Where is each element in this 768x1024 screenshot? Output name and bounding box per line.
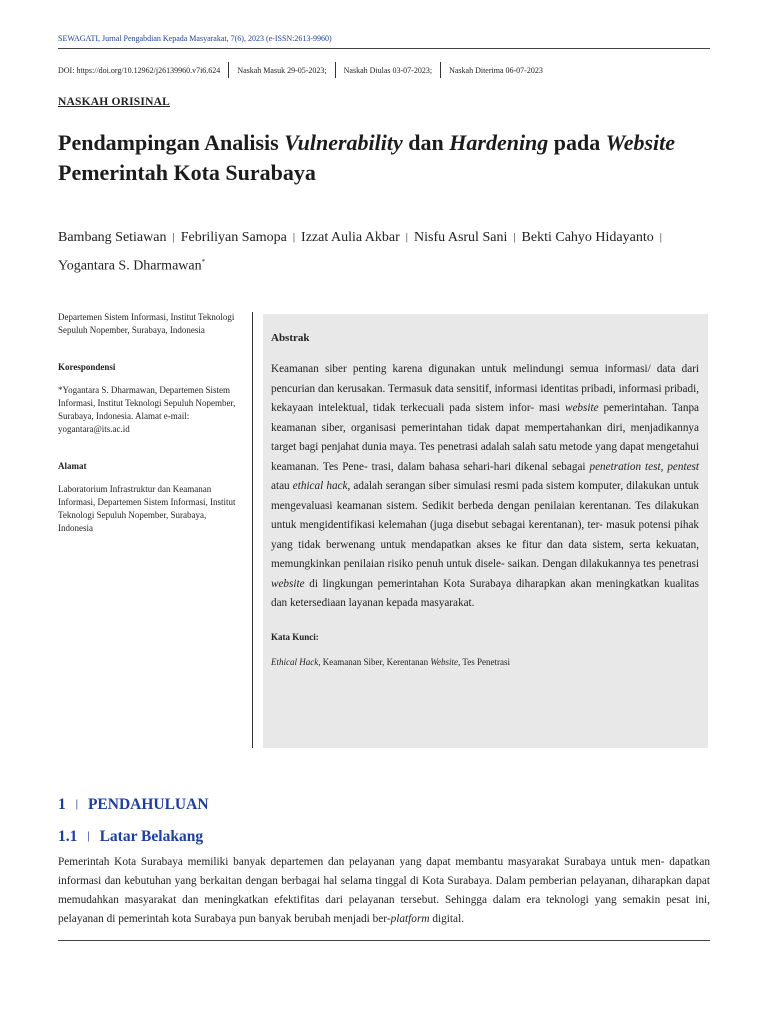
section-number: 1 <box>58 796 66 813</box>
address-heading: Alamat <box>58 461 87 471</box>
abstract-box <box>263 314 708 748</box>
meta-separator <box>440 62 441 78</box>
section-title: PENDAHULUAN <box>87 796 209 813</box>
section-heading-introduction <box>58 796 209 814</box>
section-separator: | <box>75 799 78 810</box>
author-separator: | <box>659 231 662 243</box>
keywords-heading: Kata Kunci: <box>271 631 319 642</box>
article-meta <box>58 61 710 79</box>
author-separator: | <box>172 231 175 243</box>
subsection-heading-background <box>58 828 203 846</box>
footer-rule <box>58 940 710 941</box>
keywords-text: Ethical Hack, Keamanan Siber, Kerentanan Website, Tes Penetrasi <box>271 656 510 667</box>
journal-citation[interactable]: SEWAGATI, Jurnal Pengabdian Kepada Masyarakat, 7(6), 2023 (e-ISSN:2613-9960) <box>58 34 332 43</box>
author-name: Febriliyan Samopa <box>180 230 287 245</box>
section-separator: | <box>87 831 90 842</box>
correspondence-heading: Korespondensi <box>58 362 116 372</box>
meta-separator <box>228 62 229 78</box>
doi-link[interactable]: DOI: https://doi.org/10.12962/j26139960.v7i6.624 <box>58 65 221 75</box>
date-reviewed: Naskah Diulas 03-07-2023; <box>343 65 433 75</box>
header-rule <box>58 48 710 49</box>
sidebar-info <box>58 311 243 535</box>
date-accepted: Naskah Diterima 06-07-2023 <box>449 65 543 75</box>
corresponding-mark: * <box>201 258 206 266</box>
subsection-title: Latar Belakang <box>99 828 204 845</box>
author-separator: | <box>292 231 296 243</box>
author-name: Nisfu Asrul Sani <box>414 230 508 245</box>
author-name: Bambang Setiawan <box>58 230 167 245</box>
address-text: Laboratorium Infrastruktur dan Keamanan Informasi, Departemen Sistem Informasi, Institut Teknologi Sepuluh Nopember, Surabaya, Indonesia <box>58 484 236 533</box>
article-type: NASKAH ORISINAL <box>58 96 170 108</box>
author-separator: | <box>513 231 516 243</box>
date-received: Naskah Masuk 29-05-2023; <box>237 65 327 75</box>
correspondence-text: *Yogantara S. Dharmawan, Departemen Sistem Informasi, Institut Teknologi Sepuluh Nopember, Surabaya, Indonesia. Alamat e-mail: yogantara@its.ac.id <box>58 385 236 434</box>
meta-separator <box>335 62 336 78</box>
subsection-number: 1.1 <box>58 828 78 845</box>
affiliation: Departemen Sistem Informasi, Institut Teknologi Sepuluh Nopember, Surabaya, Indonesia <box>58 312 235 335</box>
author-name: Yogantara S. Dharmawan <box>58 258 202 274</box>
body-paragraph: Pemerintah Kota Surabaya memiliki banyak departemen dan pelayanan yang dapat membantu masyarakat Surabaya untuk men- dapatkan informasi dan kebutuhan yang berkaitan dengan berbagai hal selama tinggal di Kota Surabaya. Dalam pemberian pelayanan, diharapkan dapat memudahkan masyarakat dan meningkatkan efektifitas dari pelayanan tersebut. Sehingga dalam era teknologi yang semakin pesat ini, pelayanan di pemerintah kota Surabaya pun banyak berubah menjadi ber-platform digital. <box>58 856 710 925</box>
author-name: Bekti Cahyo Hidayanto <box>521 230 654 245</box>
abstract-heading: Abstrak <box>271 332 310 344</box>
author-name: Izzat Aulia Akbar <box>301 230 400 245</box>
article-title: Pendampingan Analisis Vulnerability dan Hardening pada Website Pemerintah Kota Surabaya <box>58 130 676 185</box>
column-divider <box>252 312 253 748</box>
author-separator: | <box>405 231 408 243</box>
author-list <box>58 225 698 279</box>
abstract-text: Keamanan siber penting karena digunakan untuk melindungi semua informasi/ data dari pencurian dan kerusakan. Termasuk data sensitif, informasi identitas pribadi, informasi pribadi, kekayaan intelektual, tidak terkecuali pada sistem infor- masi website pemerintahan. Tanpa keamanan siber, organisasi pemerintahan tidak dapat mempertahankan diri, menjadikannya target bagi penjahat dunia maya. Tes penetrasi adalah salah satu metode yang dapat mengetahui keamanan. Tes Pene- trasi, dalam bahasa sehari-hari dikenal sebagai penetration test, pentest atau ethical hack, adalah serangan siber simulasi resmi pada sistem komputer, dilakukan untuk mengevaluasi keamanan sistem. Sedikit berbeda dengan penilaian kerentanan. Tes dilakukan untuk mengidentifikasi kelemahan (juga disebut sebagai kerentanan), ter- masuk potensi pihak yang tidak berwenang untuk mendapatkan akses ke fitur dan data sistem, serta kekuatan, memungkinkan penilaian risiko penuh untuk disele- saikan. Dengan dilakukannya tes penetrasi website di lingkungan pemerintahan Kota Surabaya diharapkan akan meningkatkan kualitas dan ketersediaan layanan kepada masyarakat. <box>271 363 700 609</box>
